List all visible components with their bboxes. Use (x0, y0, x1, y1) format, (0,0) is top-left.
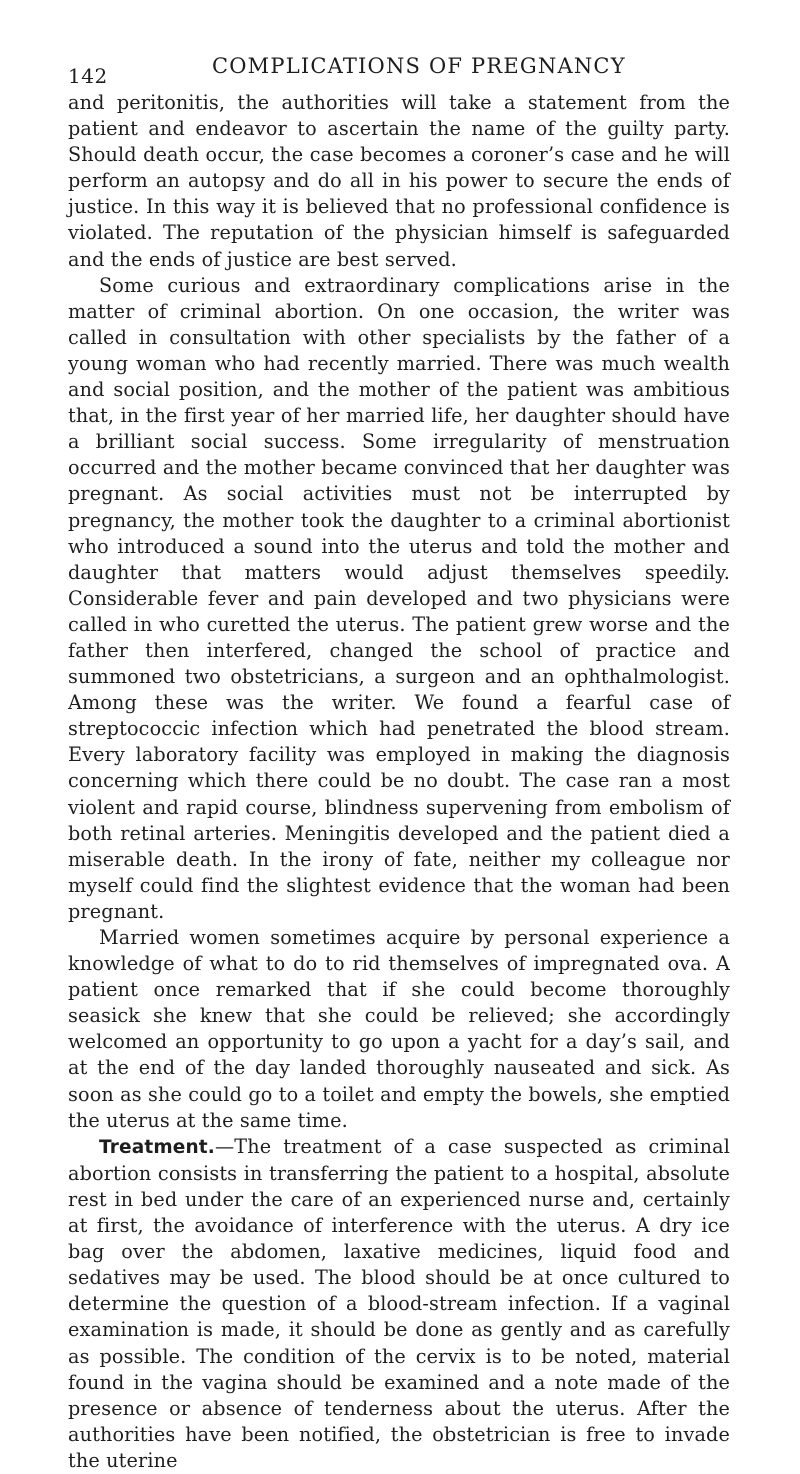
treatment-heading: Treatment. (99, 1136, 215, 1158)
paragraph-treatment (68, 1134, 730, 1474)
paragraph-criminal-abortion-case: Some curious and extraordinary complications arise in the matter of criminal abortion. On one occasion, the writer was called in consultation with other specialists by the father of a young woman who had recently married. There was much wealth and social position, and the mother of the patient was ambitious that, in the first year of her married life, her daughter should have a brilliant social success. Some irregularity of menstruation occurred and the mother became convinced that her daughter was pregnant. As social activities must not be interrupted by pregnancy, the mother took the daughter to a criminal abortionist who introduced a sound into the uterus and told the mother and daughter that matters would adjust themselves speedily. Considerable fever and pain developed and two physicians were called in who curetted the uterus. The patient grew worse and the father then interfered, changed the school of practice and summoned two obstetricians, a surgeon and an ophthalmologist. Among these was the writer. We found a fearful case of streptococcic infection which had penetrated the blood stream. Every laboratory facility was employed in making the diagnosis concerning which there could be no doubt. The case ran a most violent and rapid course, blindness supervening from embolism of both retinal arteries. Meningitis developed and the patient died a miserable death. In the irony of fate, neither my colleague nor myself could find the slightest evidence that the woman had been pregnant. (68, 273, 730, 923)
paragraph-continued: and peritonitis, the authorities will take a statement from the patient and endeavor to ascertain the name of the guilty party. Should death occur, the case becomes a coroner’s case and he will perform an autopsy and do all in his power to secure the ends of justice. In this way it is believed that no professional confidence is violated. The reputation of the physician himself is safeguarded and the ends of justice are best served. (68, 91, 730, 271)
paragraph-married-women: Married women sometimes acquire by personal experience a knowledge of what to do to rid themselves of impregnated ova. A patient once remarked that if she could become thoroughly seasick she knew that she could be relieved; she accordingly welcomed an opportunity to go upon a yacht for a day’s sail, and at the end of the day landed thoroughly nauseated and sick. As soon as she could go to a toilet and empty the bowels, she emptied the uterus at the same time. (68, 926, 731, 1132)
running-head: COMPLICATIONS OF PREGNANCY (212, 54, 626, 78)
page-number: 142 (68, 64, 108, 88)
treatment-text: —The treatment of a case suspected as criminal abortion consists in transferring the patient to a hospital, absolute rest in bed under the care of an experienced nurse and, certainly at first, the avoidance of interference with the uterus. A dry ice bag over the abdomen, laxative medicines, liquid food and sedatives may be used. The blood should be at once cultured to determine the question of a blood-stream infection. If a vaginal examination is made, it should be done as gently and as carefully as possible. The condition of the cervix is to be noted, material found in the vagina should be examined and a note made of the presence or absence of tenderness about the uterus. After the authorities have been notified, the obstetrician is free to invade the uterine (68, 1134, 730, 1472)
body-text (68, 90, 730, 1474)
